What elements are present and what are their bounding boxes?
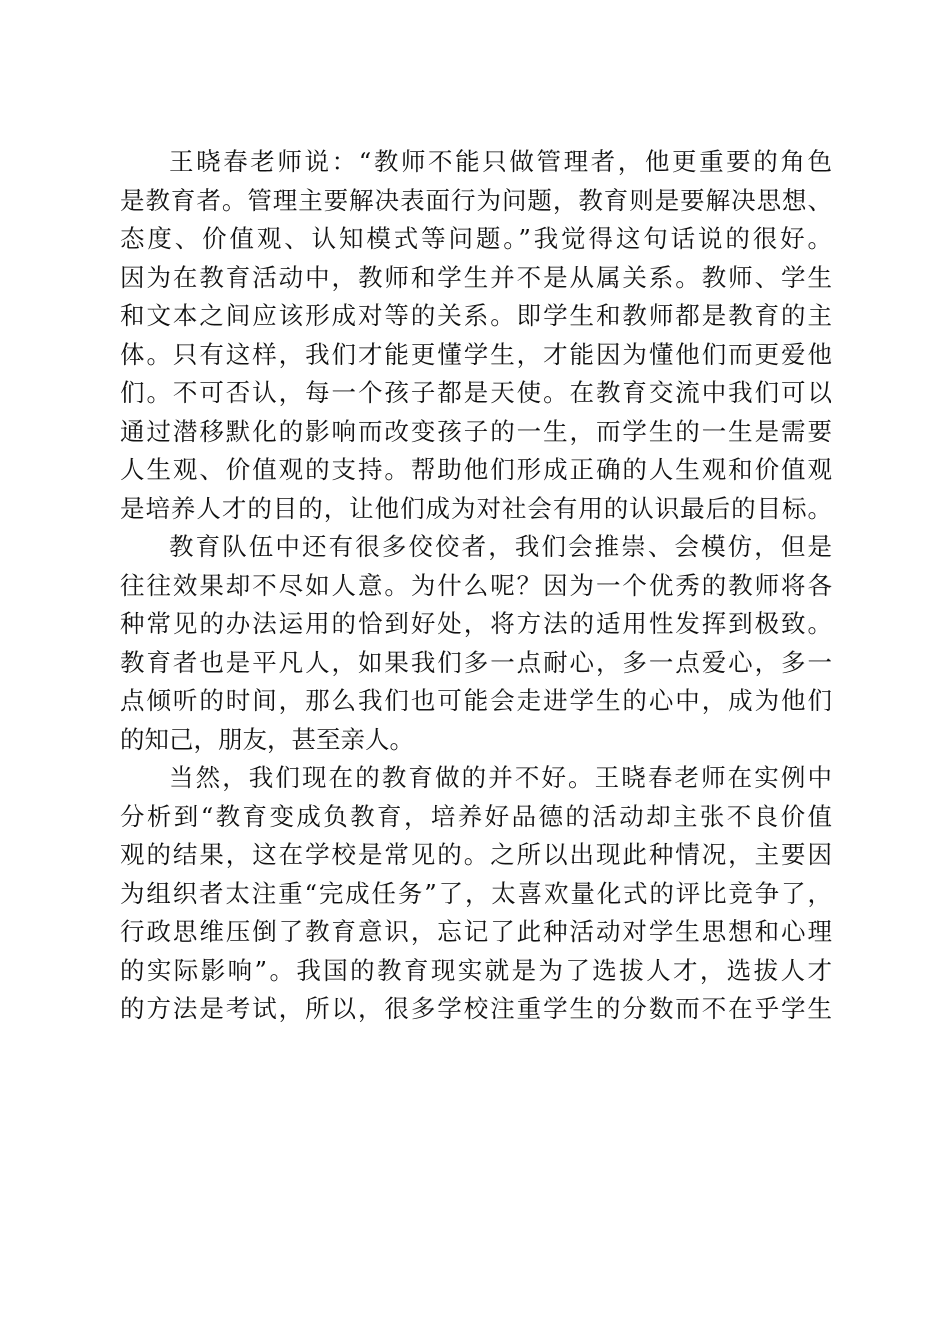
text-line: 教育者也是平凡人，如果我们多一点耐心，多一点爱心，多一	[120, 647, 832, 677]
document-body	[120, 143, 832, 1029]
text-line: 点倾听的时间，那么我们也可能会走进学生的心中，成为他们	[120, 686, 832, 715]
text-line: 态度、价值观、认知模式等问题。”我觉得这句话说的很好。	[120, 224, 832, 253]
paragraph	[120, 143, 832, 528]
text-line: 种常见的办法运用的恰到好处，将方法的适用性发挥到极致。	[120, 609, 832, 638]
paragraph	[120, 528, 832, 759]
text-line: 王晓春老师说：“教师不能只做管理者，他更重要的角色	[169, 147, 832, 176]
text-line: 通过潜移默化的影响而改变孩子的一生，而学生的一生是需要	[120, 416, 832, 446]
text-line: 人生观、价值观的支持。帮助他们形成正确的人生观和价值观	[120, 455, 832, 484]
text-line: 的知己，朋友，甚至亲人。	[120, 724, 414, 754]
text-line: 体。只有这样，我们才能更懂学生，才能因为懂他们而更爱他	[120, 339, 832, 369]
text-line: 因为在教育活动中，教师和学生并不是从属关系。教师、学生	[120, 262, 832, 292]
text-line: 和文本之间应该形成对等的关系。即学生和教师都是教育的主	[120, 301, 832, 330]
text-line: 教育队伍中还有很多佼佼者，我们会推崇、会模仿，但是	[169, 532, 832, 561]
paragraph	[120, 759, 832, 1029]
text-line: 行政思维压倒了教育意识，忘记了此种活动对学生思想和心理	[120, 917, 832, 946]
text-line: 的实际影响”。我国的教育现实就是为了选拔人才，选拔人才	[120, 955, 832, 985]
text-line: 分析到“教育变成负教育，培养好品德的活动却主张不良价值	[120, 801, 832, 831]
text-line: 是教育者。管理主要解决表面行为问题，教育则是要解决思想、	[120, 185, 832, 215]
text-line: 当然，我们现在的教育做的并不好。王晓春老师在实例中	[169, 763, 832, 792]
text-line: 观的结果，这在学校是常见的。之所以出现此种情况，主要因	[120, 840, 832, 869]
text-line: 为组织者太注重“完成任务”了，太喜欢量化式的评比竞争了，	[120, 878, 832, 908]
text-line: 往往效果却不尽如人意。为什么呢？因为一个优秀的教师将各	[120, 570, 832, 600]
text-line: 的方法是考试，所以，很多学校注重学生的分数而不在乎学生	[120, 994, 832, 1023]
text-line: 是培养人才的目的，让他们成为对社会有用的认识最后的目标。	[120, 493, 832, 523]
text-line: 们。不可否认，每一个孩子都是天使。在教育交流中我们可以	[120, 378, 832, 407]
